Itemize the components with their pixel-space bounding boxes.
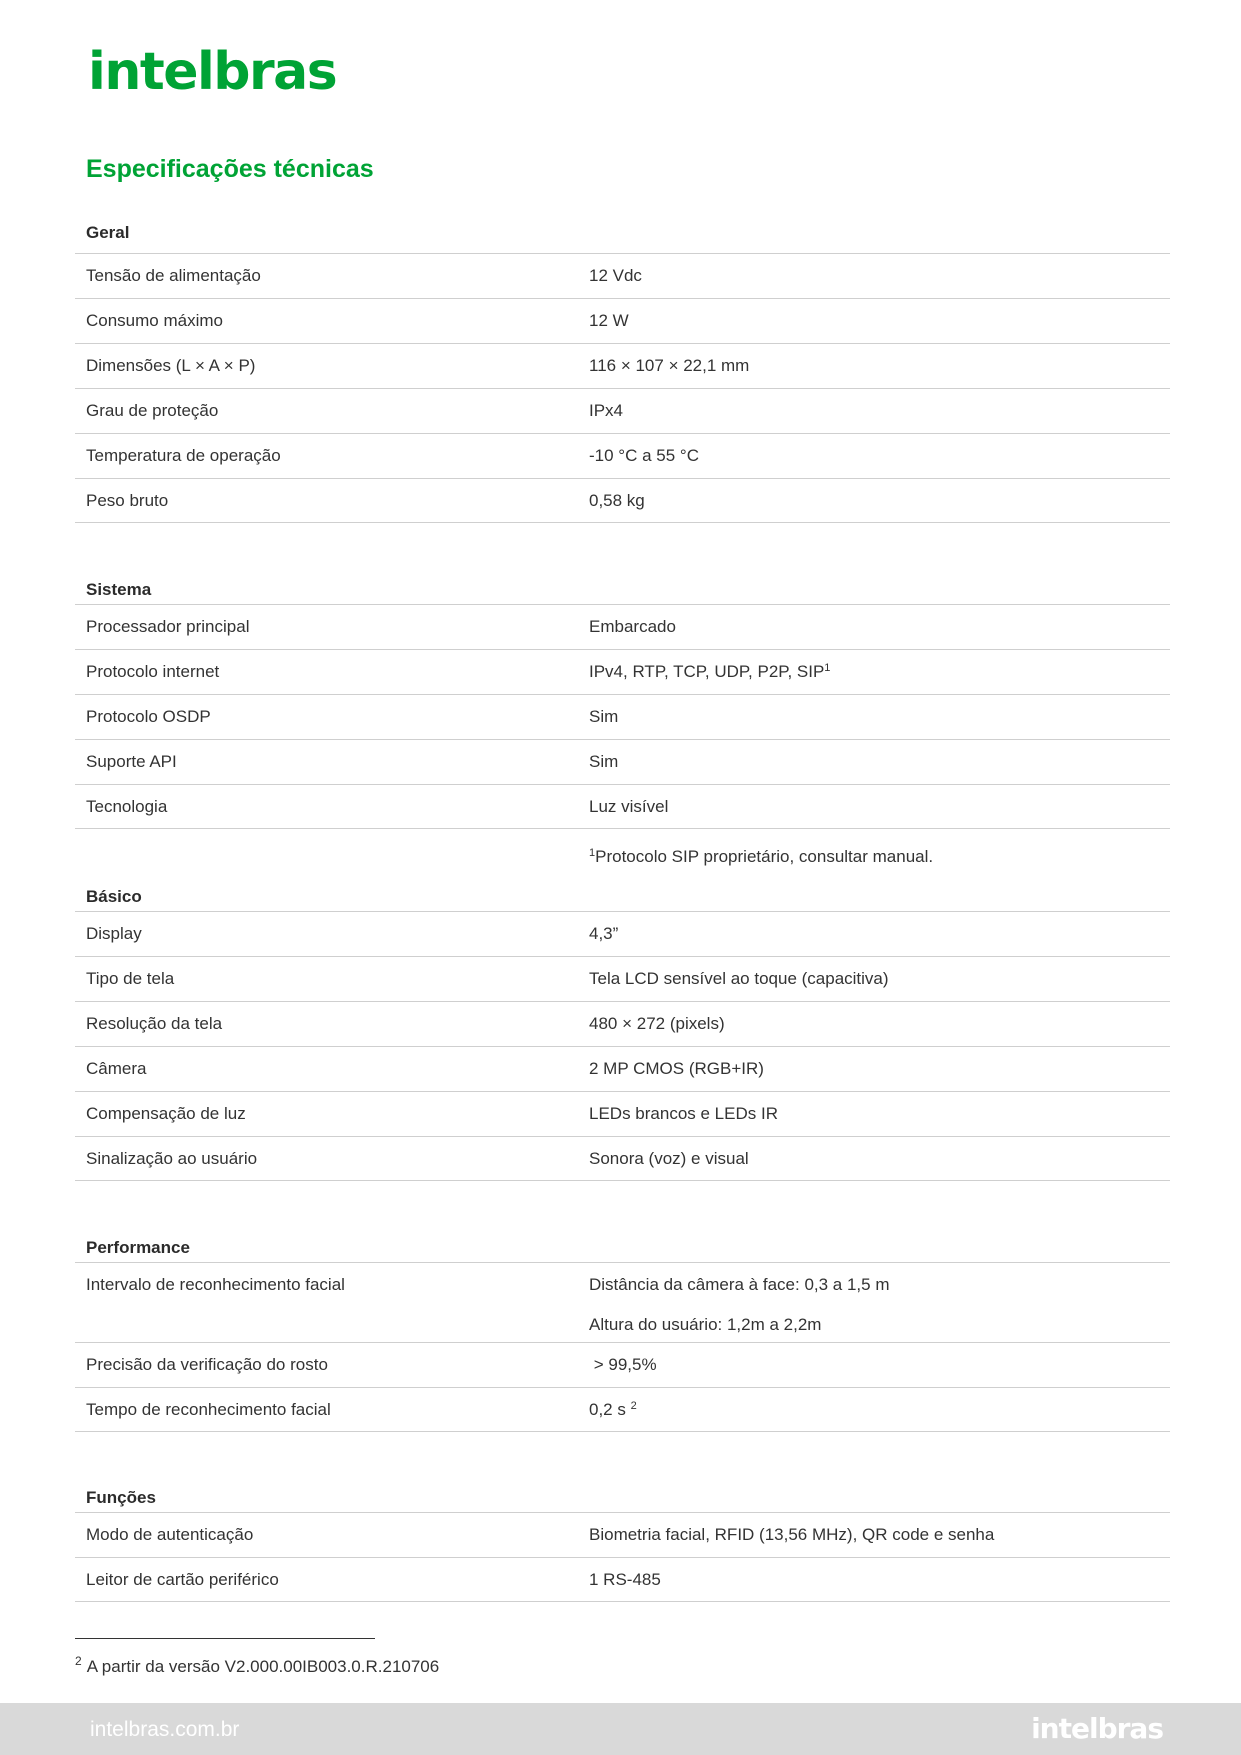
spec-row	[75, 1557, 1170, 1602]
spec-value: Distância da câmera à face: 0,3 a 1,5 m	[589, 1275, 890, 1294]
table-note	[589, 846, 933, 868]
spec-label: Peso bruto	[86, 491, 169, 510]
spec-value: 116 × 107 × 22,1 mm	[589, 356, 750, 375]
spec-label: Precisão da verificação do rosto	[86, 1355, 328, 1374]
spec-label: Protocolo OSDP	[86, 707, 211, 726]
page-footer	[0, 1703, 1241, 1755]
footnote-divider	[75, 1638, 375, 1639]
section-heading-basico: Básico	[86, 887, 142, 906]
spec-value: > 99,5%	[589, 1355, 657, 1374]
spec-label: Compensação de luz	[86, 1104, 246, 1123]
spec-row	[75, 739, 1170, 784]
footnote-marker: 1	[589, 847, 596, 859]
spec-value: 12 Vdc	[589, 266, 642, 285]
spec-row	[75, 784, 1170, 829]
footer-logo: intelbras	[1031, 1712, 1163, 1745]
spec-row	[75, 1262, 1170, 1342]
spec-value-secondary: Altura do usuário: 1,2m a 2,2m	[589, 1315, 822, 1334]
spec-value: Sonora (voz) e visual	[589, 1149, 749, 1168]
spec-value	[589, 661, 830, 683]
spec-row	[75, 1091, 1170, 1136]
spec-value: 4,3”	[589, 924, 619, 943]
spec-value-text: 0,2 s	[589, 1400, 631, 1419]
footer-url[interactable]: intelbras.com.br	[90, 1718, 240, 1741]
spec-label: Sinalização ao usuário	[86, 1149, 258, 1168]
section-heading-performance: Performance	[86, 1238, 190, 1257]
spec-label: Tensão de alimentação	[86, 266, 261, 285]
section-heading-funcoes: Funções	[86, 1488, 156, 1507]
spec-label: Tecnologia	[86, 797, 168, 816]
section-heading-sistema: Sistema	[86, 580, 152, 599]
spec-label: Grau de proteção	[86, 401, 219, 420]
spec-label: Tempo de reconhecimento facial	[86, 1400, 331, 1419]
spec-row	[75, 1046, 1170, 1091]
footnote-text: A partir da versão V2.000.00IB003.0.R.210706	[86, 1657, 440, 1676]
spec-value: 1 RS-485	[589, 1570, 661, 1589]
spec-row	[75, 956, 1170, 1001]
page-title: Especificações técnicas	[86, 155, 374, 183]
spec-value: 2 MP CMOS (RGB+IR)	[589, 1059, 764, 1078]
spec-row	[75, 911, 1170, 956]
spec-value: Luz visível	[589, 797, 669, 816]
spec-label: Resolução da tela	[86, 1014, 223, 1033]
spec-row	[75, 694, 1170, 739]
footnote	[75, 1650, 439, 1678]
spec-value: 480 × 272 (pixels)	[589, 1014, 725, 1033]
footnote-number: 2	[75, 1654, 82, 1668]
spec-label: Câmera	[86, 1059, 147, 1078]
spec-row	[75, 343, 1170, 388]
spec-value: 0,58 kg	[589, 491, 645, 510]
spec-row	[75, 478, 1170, 523]
spec-value-text: IPv4, RTP, TCP, UDP, P2P, SIP	[589, 662, 825, 681]
spec-value	[589, 1399, 637, 1421]
spec-row	[75, 1136, 1170, 1181]
footnote-marker: 1	[824, 662, 831, 674]
spec-row	[75, 298, 1170, 343]
spec-row	[75, 1512, 1170, 1557]
spec-value: 12 W	[589, 311, 629, 330]
brand-logo: intelbras	[88, 42, 337, 102]
section-heading-geral: Geral	[86, 223, 130, 242]
spec-label: Modo de autenticação	[86, 1525, 254, 1544]
spec-label: Consumo máximo	[86, 311, 223, 330]
spec-value: Sim	[589, 707, 619, 726]
spec-row	[75, 1342, 1170, 1387]
spec-row	[75, 604, 1170, 649]
spec-label: Display	[86, 924, 142, 943]
spec-row	[75, 253, 1170, 298]
spec-value: Biometria facial, RFID (13,56 MHz), QR code e senha	[589, 1525, 995, 1544]
spec-row	[75, 1001, 1170, 1046]
spec-label: Protocolo internet	[86, 662, 220, 681]
spec-row	[75, 1387, 1170, 1432]
spec-value: LEDs brancos e LEDs IR	[589, 1104, 778, 1123]
spec-value: Tela LCD sensível ao toque (capacitiva)	[589, 969, 889, 988]
spec-value: Embarcado	[589, 617, 676, 636]
footnote-marker: 2	[630, 1400, 637, 1412]
spec-row	[75, 433, 1170, 478]
spec-value: Sim	[589, 752, 619, 771]
spec-value: IPx4	[589, 401, 624, 420]
spec-label: Tipo de tela	[86, 969, 175, 988]
spec-row	[75, 649, 1170, 694]
spec-label: Temperatura de operação	[86, 446, 281, 465]
spec-value: -10 °C a 55 °C	[589, 446, 699, 465]
spec-label: Intervalo de reconhecimento facial	[86, 1275, 345, 1294]
spec-label: Leitor de cartão periférico	[86, 1570, 279, 1589]
spec-row	[75, 388, 1170, 433]
spec-label: Dimensões (L × A × P)	[86, 356, 256, 375]
spec-label: Suporte API	[86, 752, 177, 771]
table-note-text: Protocolo SIP proprietário, consultar manual.	[595, 847, 934, 866]
spec-label: Processador principal	[86, 617, 250, 636]
